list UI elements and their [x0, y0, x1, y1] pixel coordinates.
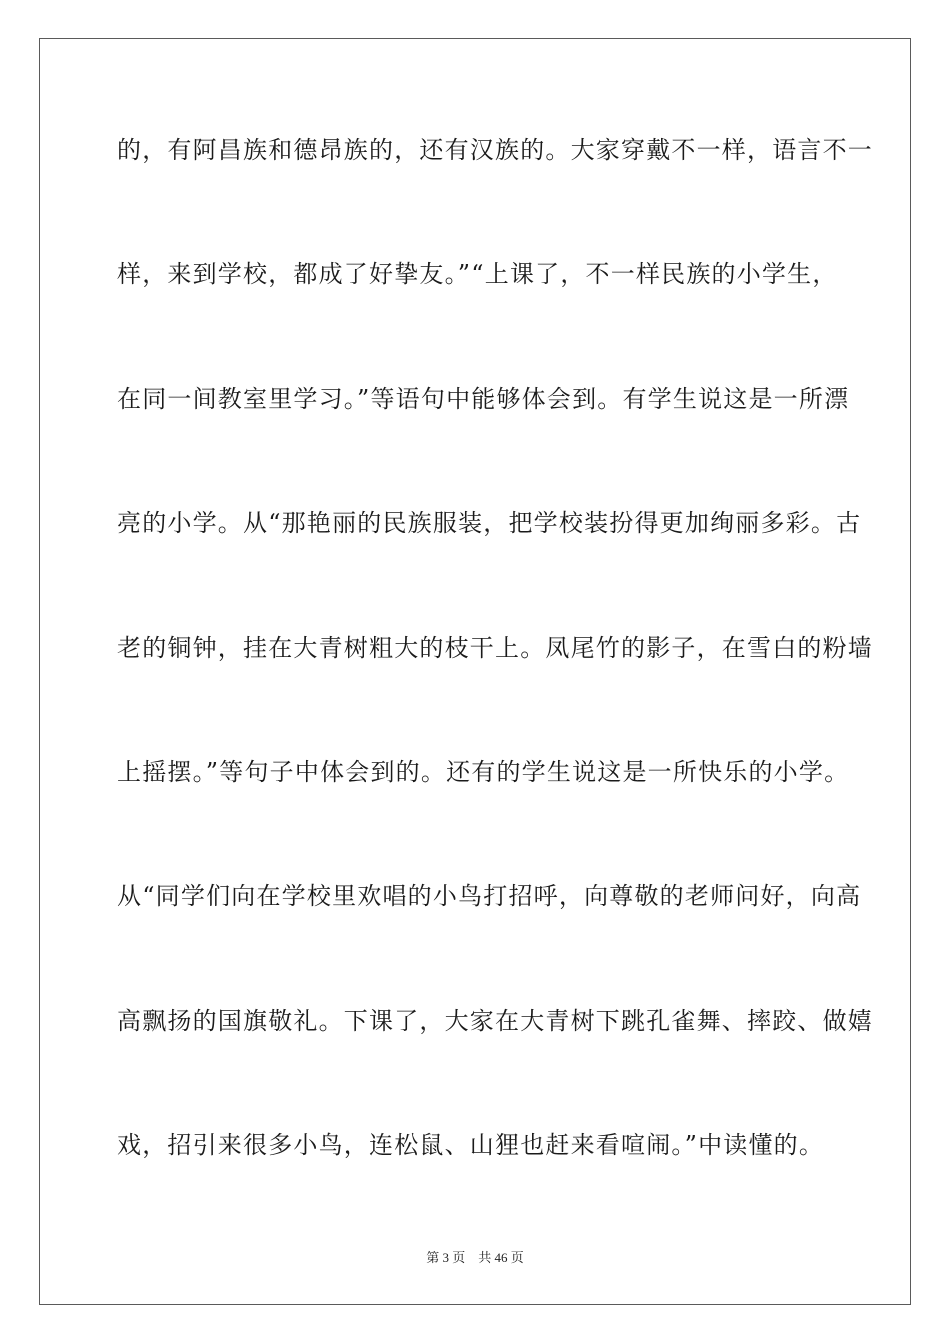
text-line: 亮的小学。从“那艳丽的民族服装，把学校装扮得更加绚丽多彩。古: [117, 509, 862, 538]
text-line: 从“同学们向在学校里欢唱的小鸟打招呼，向尊敬的老师问好，向高: [117, 882, 862, 911]
text-line: 上摇摆。”等句子中体会到的。还有的学生说这是一所快乐的小学。: [117, 757, 850, 786]
text-line: 高飘扬的国旗敬礼。下课了，大家在大青树下跳孔雀舞、摔跤、做嬉: [117, 1006, 873, 1035]
page-number-footer: 第 3 页 共 46 页: [426, 1250, 524, 1265]
text-line: 戏，招引来很多小鸟，连松鼠、山狸也赶来看喧闹。”中读懂的。: [117, 1131, 825, 1160]
text-line: 在同一间教室里学习。”等语句中能够体会到。有学生说这是一所漂: [117, 384, 850, 413]
text-line: 老的铜钟，挂在大青树粗大的枝干上。凤尾竹的影子，在雪白的粉墙: [117, 633, 873, 662]
text-line: 样，来到学校，都成了好挚友。”“上课了，不一样民族的小学生，: [117, 260, 838, 289]
text-line: 的，有阿昌族和德昂族的，还有汉族的。大家穿戴不一样，语言不一: [117, 136, 873, 164]
body-text: [117, 128, 873, 1248]
